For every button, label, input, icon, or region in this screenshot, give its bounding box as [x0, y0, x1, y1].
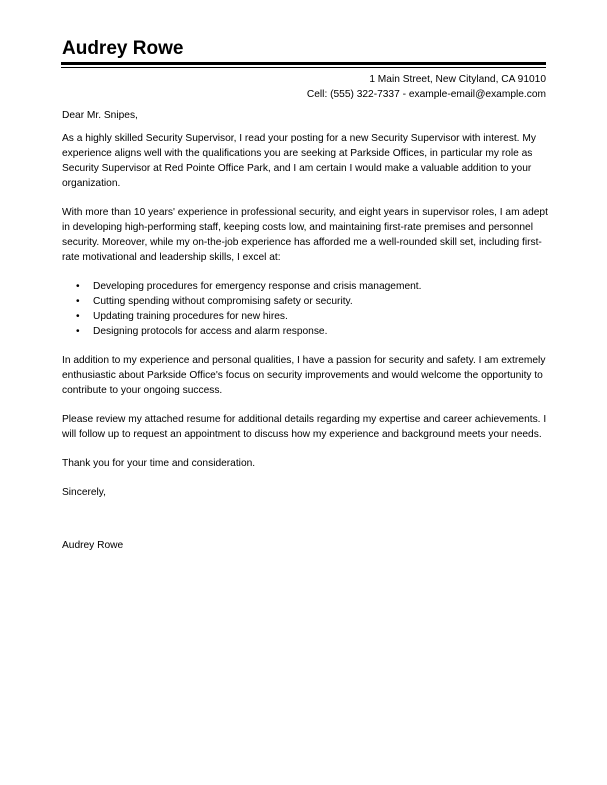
letter-body [62, 108, 548, 567]
contact-block [307, 72, 546, 102]
contact-line: Cell: (555) 322-7337 - example-email@example.com [306, 89, 546, 100]
bullet-icon: • [76, 281, 80, 292]
bullet-icon: • [76, 311, 80, 322]
header-rule-thin [61, 67, 546, 68]
closing: Sincerely, [62, 487, 106, 498]
paragraph-passion: In addition to my experience and personal qualities, I have a passion for security and safety. I am extremely enthusiastic about Parkside Office's focus on security improvements and would welcome the opportunity to contribute to your ongoing success. [62, 355, 546, 396]
list-item-text: Cutting spending without compromising safety or security. [93, 296, 353, 307]
thanks-line: Thank you for your time and consideration. [62, 458, 256, 469]
address-line: 1 Main Street, New Cityland, CA 91010 [369, 74, 546, 85]
paragraph-intro: As a highly skilled Security Supervisor, I read your posting for a new Security Supervisor with interest. My experience aligns well with the qualifications you are seeking at Parkside Offices, in particular my role as Security Supervisor at Red Pointe Office Park, and I am certain I would make a valuable addition to your organization. [62, 133, 536, 189]
list-item-text: Updating training procedures for new hires. [93, 311, 288, 322]
paragraph-experience: With more than 10 years' experience in professional security, and eight years in supervisor roles, I am adept in developing high-performing staff, keeping costs low, and maintaining first-rate premises and personnel security. Moreover, while my on-the-job experience has afforded me a well-rounded skill set, including first-rate motivational and leadership skills, I excel at: [62, 207, 548, 263]
applicant-name: Audrey Rowe [62, 38, 184, 59]
list-item [62, 294, 548, 309]
list-item [62, 279, 548, 294]
paragraph-follow-up: Please review my attached resume for additional details regarding my expertise and career achievements. I will follow up to request an appointment to discuss how my experience and background meets your needs. [62, 414, 547, 440]
list-item-text: Developing procedures for emergency response and crisis management. [93, 281, 422, 292]
header-rule-thick [61, 62, 546, 65]
skills-list [62, 279, 548, 339]
bullet-icon: • [76, 326, 80, 337]
list-item [62, 324, 548, 339]
bullet-icon: • [76, 296, 80, 307]
salutation: Dear Mr. Snipes, [62, 110, 138, 121]
list-item-text: Designing protocols for access and alarm response. [93, 326, 328, 337]
signature-name: Audrey Rowe [62, 540, 124, 551]
list-item [62, 309, 548, 324]
